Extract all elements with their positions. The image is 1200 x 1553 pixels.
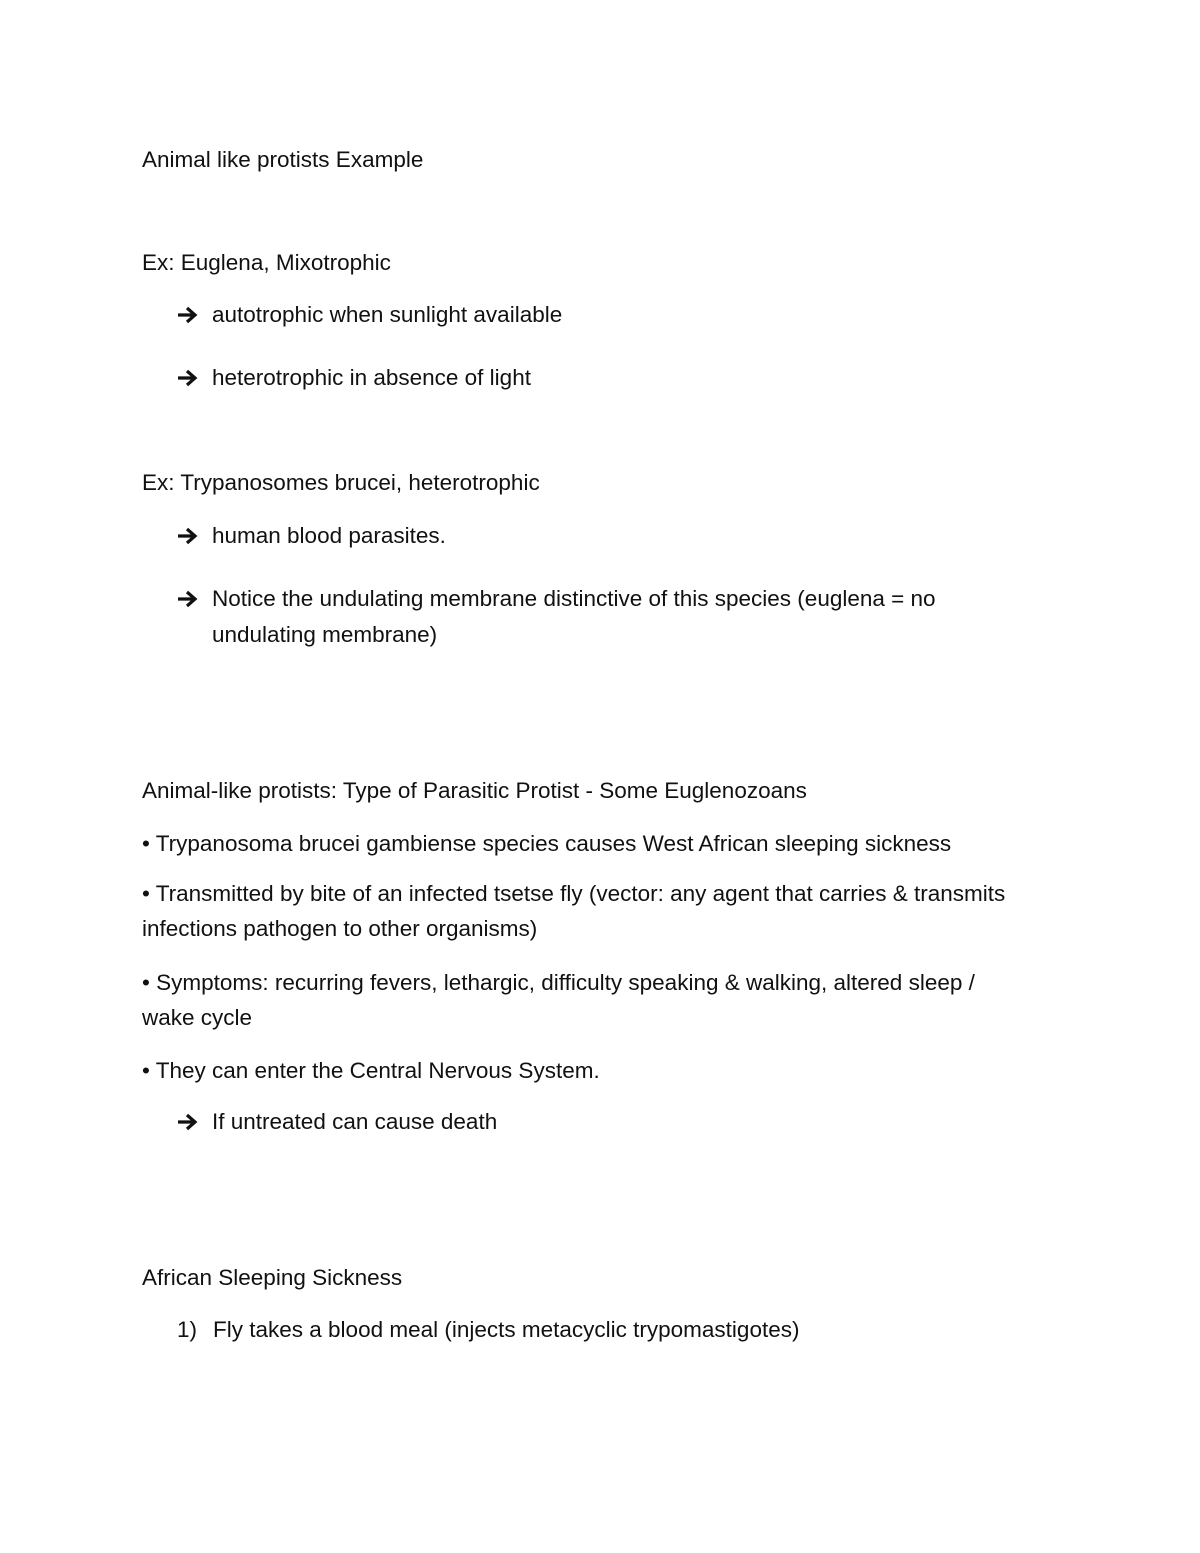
bullet-item xyxy=(142,965,1022,1035)
bullet-item xyxy=(142,1053,1042,1088)
arrow-point xyxy=(177,518,1057,554)
numbered-step xyxy=(177,1315,799,1345)
example-title-trypanosomes: Ex: Trypanosomes brucei, heterotrophic xyxy=(142,470,540,495)
arrow-point xyxy=(177,360,1057,396)
bullet-glyph: • xyxy=(142,881,150,906)
bullet-item xyxy=(142,826,1042,861)
arrow-point-text: Notice the undulating membrane distinctive of this species (euglena = no undulating membrane) xyxy=(212,586,936,647)
arrow-point-text: human blood parasites. xyxy=(212,523,446,548)
section-heading-parasitic: Animal-like protists: Type of Parasitic Protist - Some Euglenozoans xyxy=(142,778,807,803)
bullet-text: They can enter the Central Nervous System. xyxy=(155,1058,600,1083)
bullet-text: Trypanosoma brucei gambiense species causes West African sleeping sickness xyxy=(155,831,952,856)
step-text: Fly takes a blood meal (injects metacyclic trypomastigotes) xyxy=(213,1317,800,1342)
arrow-point-text: heterotrophic in absence of light xyxy=(212,365,531,390)
arrow-right-icon xyxy=(177,518,207,545)
example-title-euglena: Ex: Euglena, Mixotrophic xyxy=(142,250,391,275)
arrow-right-icon xyxy=(177,581,207,608)
arrow-point xyxy=(177,581,1037,653)
arrow-point-text: If untreated can cause death xyxy=(212,1109,498,1134)
bullet-text: Transmitted by bite of an infected tsetse fly (vector: any agent that carries & transmits infections pathogen to other organisms) xyxy=(142,881,1006,941)
arrow-right-icon xyxy=(177,297,207,324)
step-number: 1) xyxy=(177,1317,198,1342)
bullet-glyph: • xyxy=(142,831,150,856)
bullet-text: Symptoms: recurring fevers, lethargic, difficulty speaking & walking, altered sleep / wake cycle xyxy=(142,970,975,1030)
section-heading-sleeping-sickness: African Sleeping Sickness xyxy=(142,1265,403,1290)
arrow-point xyxy=(177,297,1057,333)
arrow-right-icon xyxy=(177,1104,207,1131)
bullet-item xyxy=(142,876,1022,946)
arrow-point-text: autotrophic when sunlight available xyxy=(212,302,563,327)
section-heading-example: Animal like protists Example xyxy=(142,147,424,172)
bullet-glyph: • xyxy=(142,970,150,995)
arrow-right-icon xyxy=(177,360,207,387)
bullet-glyph: • xyxy=(142,1058,150,1083)
arrow-point xyxy=(177,1104,1057,1140)
